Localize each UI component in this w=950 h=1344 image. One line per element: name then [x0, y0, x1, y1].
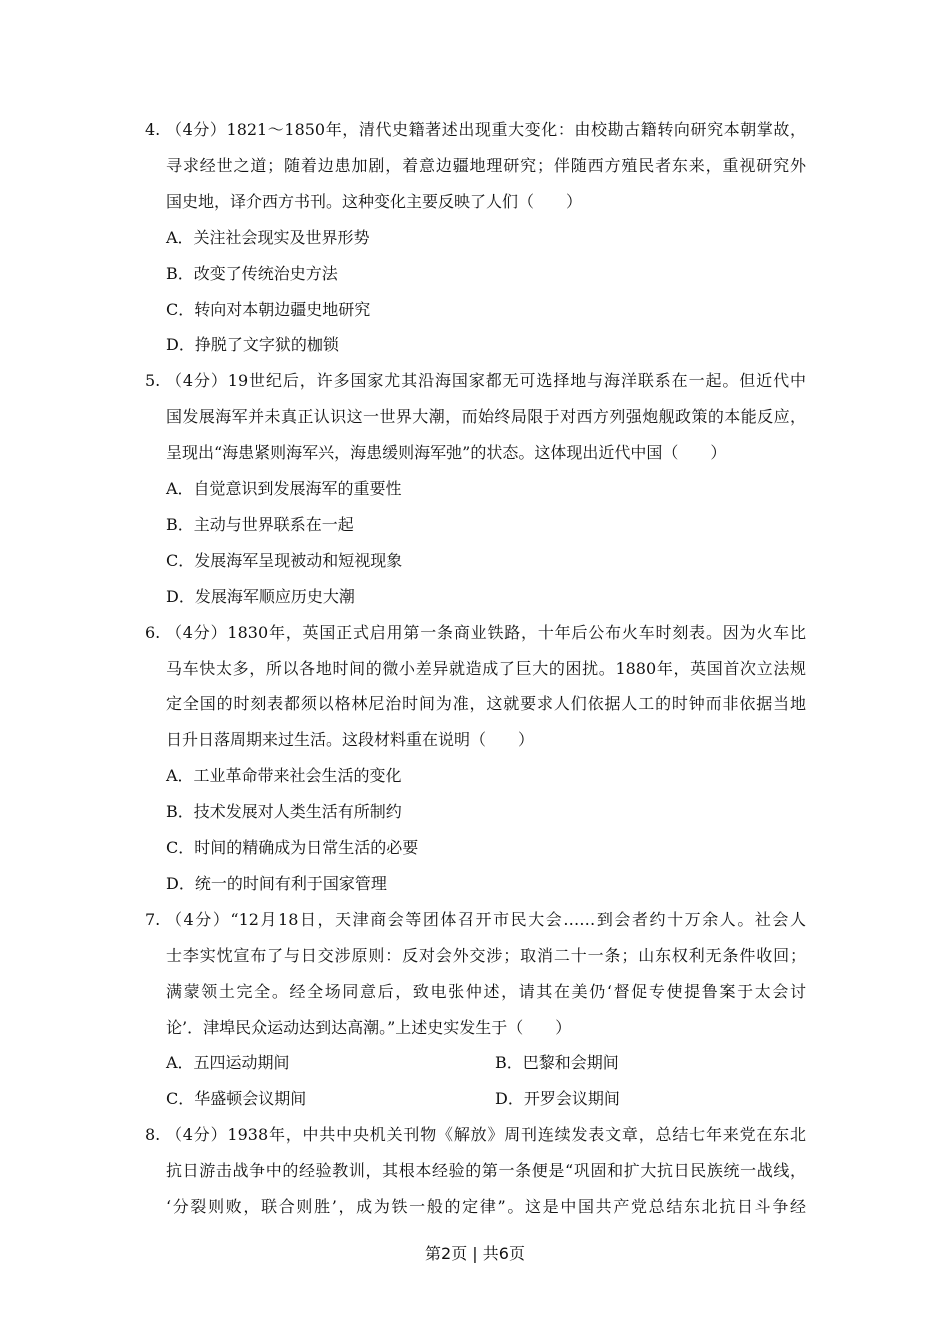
- answer-option: C．发展海军呈现被动和短视现象: [166, 550, 403, 570]
- question-number: 4.: [145, 120, 161, 139]
- question-stem-line: 国史地，译介西方书刊。这种变化主要反映了人们（ ）: [166, 191, 583, 211]
- question-stem-line: ‘分裂则败，联合则胜’，成为铁一般的定律”。这是中国共产党总结东北抗日斗争经: [166, 1197, 806, 1216]
- answer-option: D．开罗会议期间: [495, 1089, 620, 1109]
- question-stem-line: 日升日落周期来过生活。这段材料重在说明（ ）: [166, 730, 535, 750]
- question-number: 5.: [145, 371, 161, 391]
- question-stem-line: 呈现出“海患紧则海军兴，海患缓则海军弛”的状态。这体现出近代中国（ ）: [166, 443, 727, 463]
- answer-option: B．巴黎和会期间: [495, 1053, 619, 1073]
- question-stem-line: 定全国的时刻表都须以格林尼治时间为准，这就要求人们依据人工的时钟而非依据当地: [166, 694, 806, 714]
- question-stem-line: （4分）1938年，中共中央机关刊物《解放》周刊连续发表文章，总结七年来党在东北: [166, 1125, 806, 1145]
- answer-option: D．发展海军顺应历史大潮: [166, 586, 355, 606]
- question-stem-line: 寻求经世之道；随着边患加剧，着意边疆地理研究；伴随西方殖民者东来，重视研究外: [166, 155, 806, 175]
- question-stem-line: 论’．津埠民众运动达到达高潮。”上述史实发生于（ ）: [166, 1017, 572, 1037]
- answer-option: A．五四运动期间: [166, 1053, 290, 1073]
- question-number: 7.: [145, 909, 161, 929]
- question-number: 8.: [145, 1125, 161, 1145]
- question-stem-line: （4分）1830年，英国正式启用第一条商业铁路，十年后公布火车时刻表。因为火车比: [166, 622, 806, 642]
- question-stem-line: 士李实忱宣布了与日交涉原则：反对会外交涉；取消二十一条；山东权利无条件收回；: [166, 945, 806, 965]
- page-footer: 第2页 | 共6页: [425, 1244, 525, 1263]
- question-number: 6.: [145, 622, 161, 642]
- question-stem-line: （4分）“12月18日，天津商会等团体召开市民大会……到会者约十万余人。社会人: [166, 909, 806, 929]
- answer-option: A．关注社会现实及世界形势: [166, 227, 370, 247]
- answer-option: D．挣脱了文字狱的枷锁: [166, 335, 339, 355]
- answer-option: C．时间的精确成为日常生活的必要: [166, 838, 419, 857]
- question-stem-line: 国发展海军并未真正认识这一世界大潮，而始终局限于对西方列强炮舰政策的本能反应，: [166, 407, 806, 427]
- answer-option: B．技术发展对人类生活有所制约: [166, 802, 402, 822]
- answer-option: D．统一的时间有利于国家管理: [166, 873, 387, 893]
- question-stem-line: 抗日游击战争中的经验教训，其根本经验的第一条便是“巩固和扩大抗日民族统一战线，: [166, 1161, 806, 1181]
- answer-option: A．工业革命带来社会生活的变化: [166, 766, 402, 786]
- answer-option: C．华盛顿会议期间: [166, 1089, 307, 1109]
- answer-option: A．自觉意识到发展海军的重要性: [166, 479, 402, 498]
- question-stem-line: 满蒙领土完全。经全场同意后，致电张仲述，请其在美仍‘督促专使提鲁案于太会讨: [166, 981, 806, 1001]
- question-stem-line: （4分）1821～1850年，清代史籍著述出现重大变化：由校勘古籍转向研究本朝掌故，: [166, 120, 806, 139]
- question-stem-line: （4分）19世纪后，许多国家尤其沿海国家都无可选择地与海洋联系在一起。但近代中: [166, 371, 806, 391]
- answer-option: B．主动与世界联系在一起: [166, 514, 354, 534]
- answer-option: C．转向对本朝边疆史地研究: [166, 299, 371, 319]
- answer-option: B．改变了传统治史方法: [166, 263, 338, 283]
- question-stem-line: 马车快太多，所以各地时间的微小差异就造成了巨大的困扰。1880年，英国首次立法规: [166, 658, 806, 678]
